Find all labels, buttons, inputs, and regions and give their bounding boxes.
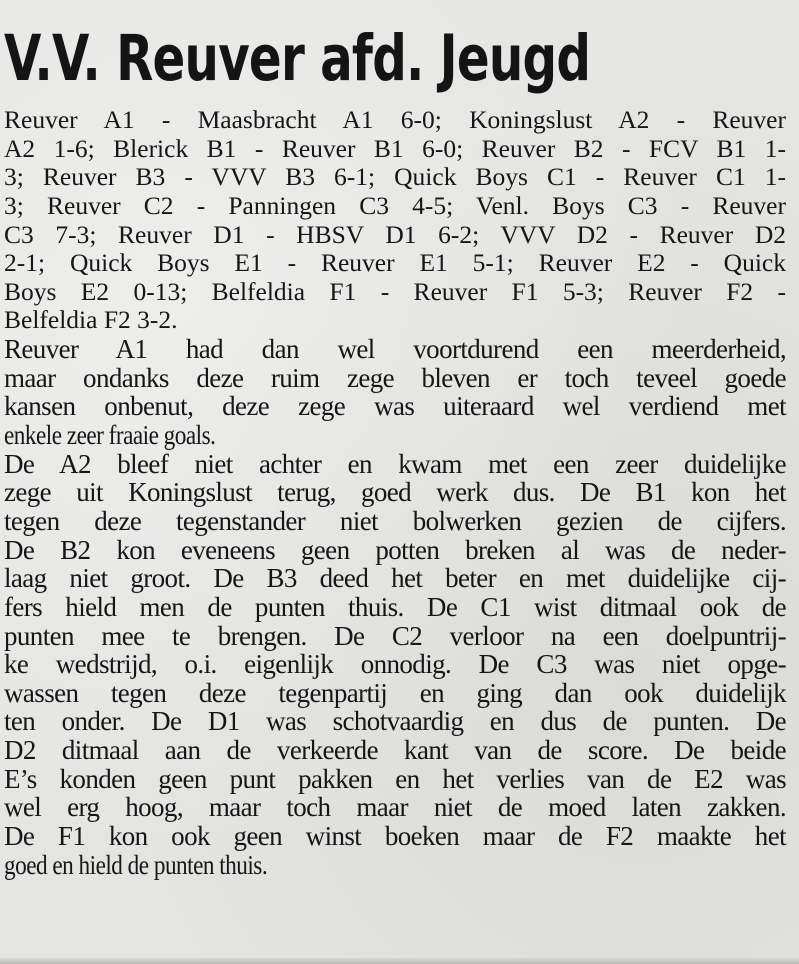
commentary-line: ten onder. De D1 was schotvaardig en dus de punten. De (4, 706, 786, 737)
results-line: Belfeldia F2 3-2. (4, 305, 178, 335)
results-paragraph (4, 106, 786, 335)
commentary-line: De F1 kon ook geen winst boeken maar de F2 maakte het (4, 821, 786, 852)
results-line: 3; Reuver C2 - Panningen C3 4-5; Venl. Boys C3 - Reuver (4, 190, 786, 220)
commentary-line: wel erg hoog, maar toch maar niet de moed laten zakken. (4, 792, 786, 823)
commentary-line: kansen onbenut, deze zege was uiteraard wel verdiend met (4, 391, 786, 422)
commentary-line: punten mee te brengen. De C2 verloor na een doelpuntrij- (4, 620, 786, 651)
commentary-line: zege uit Koningslust terug, goed werk dus. De B1 kon het (4, 477, 786, 508)
commentary-line: ke wedstrijd, o.i. eigenlijk onnodig. De C3 was niet opge- (4, 649, 786, 680)
results-line: Reuver A1 - Maasbracht A1 6-0; Koningslust A2 - Reuver (4, 105, 786, 134)
clipping-bottom-edge (0, 958, 799, 964)
commentary-line: laag niet groot. De B3 deed het beter en met duidelijke cij- (4, 563, 786, 594)
commentary-line: Reuver A1 had dan wel voortdurend een meerderheid, (4, 334, 786, 365)
results-line: Boys E2 0-13; Belfeldia F1 - Reuver F1 5-3; Reuver F2 - (4, 276, 786, 306)
results-line: 2-1; Quick Boys E1 - Reuver E1 5-1; Reuver E2 - Quick (4, 248, 786, 278)
results-line: 3; Reuver B3 - VVV B3 6-1; Quick Boys C1 - Reuver C1 1- (4, 162, 786, 192)
results-line: C3 7-3; Reuver D1 - HBSV D1 6-2; VVV D2 - Reuver D2 (4, 219, 786, 249)
commentary-line: maar ondanks deze ruim zege bleven er toch teveel goede (4, 362, 786, 393)
commentary-line: D2 ditmaal aan de verkeerde kant van de score. De beide (4, 735, 786, 766)
commentary-line: De B2 kon eveneens geen potten breken al was de neder- (4, 534, 786, 565)
article-body (4, 106, 786, 879)
commentary-line: goed en hield de punten thuis. (4, 849, 268, 880)
commentary-line: De A2 bleef niet achter en kwam met een zeer duidelijke (4, 448, 786, 479)
commentary-line: fers hield men de punten thuis. De C1 wist ditmaal ook de (4, 591, 786, 622)
headline: V.V. Reuver afd. Jeugd (4, 20, 591, 96)
commentary-line: tegen deze tegenstander niet bolwerken gezien de cijfers. (4, 505, 786, 536)
commentary-line: E’s konden geen punt pakken en het verlies van de E2 was (4, 763, 786, 794)
commentary-line: enkele zeer fraaie goals. (4, 420, 216, 451)
commentary-paragraph-2 (4, 450, 786, 880)
commentary-paragraph-1 (4, 335, 786, 450)
commentary-line: wassen tegen deze tegenpartij en ging dan ook duidelijk (4, 677, 786, 708)
results-line: A2 1-6; Blerick B1 - Reuver B1 6-0; Reuver B2 - FCV B1 1- (4, 133, 786, 163)
